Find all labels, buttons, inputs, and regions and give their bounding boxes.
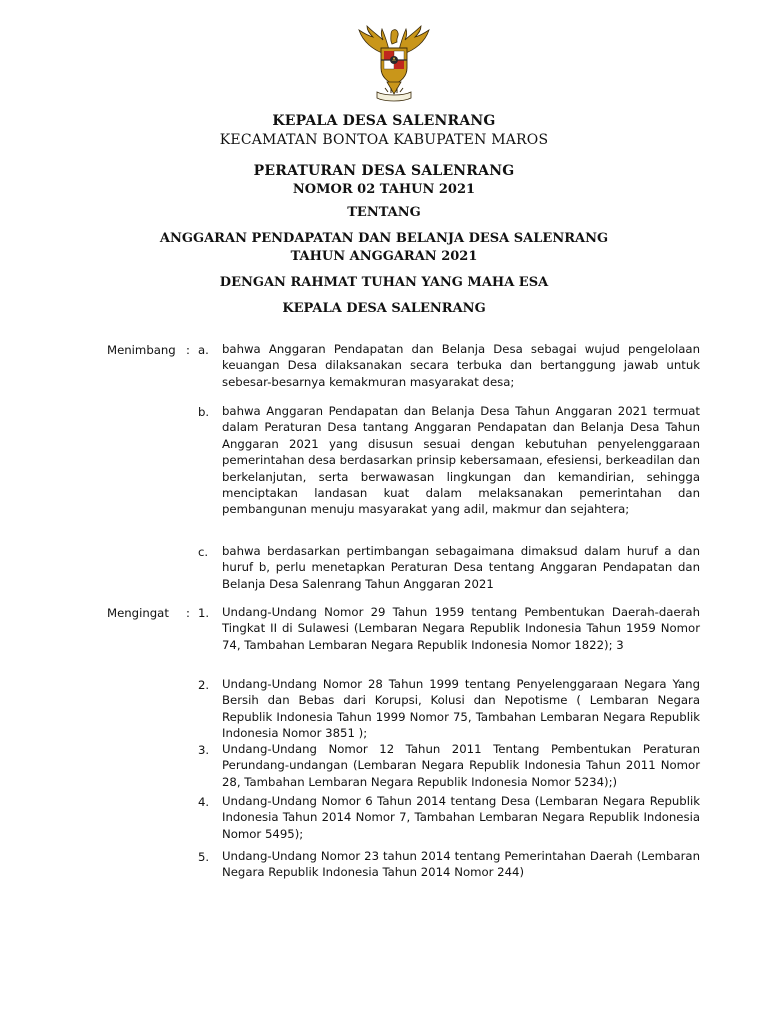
mengingat-colon: : [186,606,190,620]
mengingat-item-5: Undang-Undang Nomor 23 tahun 2014 tentang Pemerintahan Daerah (Lembaran Negara Republik Indonesia Tahun 2014 Nomor 244) [222,849,700,880]
regulation-title: PERATURAN DESA SALENRANG [253,163,515,179]
menimbang-item-b: bahwa Anggaran Pendapatan dan Belanja Desa Tahun Anggaran 2021 termuat dalam Peraturan Desa tantang Anggaran Pendapatan dan Belanja Desa Tahun Anggaran 2021 yang disusun sesuai dengan kebutuhan penyelenggaraan pemerintahan desa berdasarkan prinsip kebersamaan, efesiensi, berkeadilan dan berkelanjutan, serta berwawasan lingkungan dan kemandirian, sehingga menciptakan landasan kuat dalam melaksanakan pemerintahan dan pembangunan menuju masyarakat yang adil, makmur dan sejahtera; [222,404,700,517]
mengingat-label: Mengingat [107,606,169,620]
header-office: KEPALA DESA SALENRANG [272,113,496,129]
list-item-marker: c. [198,545,209,559]
list-item-marker: 5. [198,850,210,864]
issuer-title: KEPALA DESA SALENRANG [282,301,486,316]
list-item-marker: 1. [198,606,210,620]
regulation-number: NOMOR 02 TAHUN 2021 [292,182,476,197]
regulation-subject-line2: TAHUN ANGGARAN 2021 [290,249,478,264]
mengingat-item-3: Undang-Undang Nomor 12 Tahun 2011 Tentang Pembentukan Peraturan Perundang-undangan (Lembaran Negara Republik Indonesia Tahun 2011 Nomor 28, Tambahan Lembaran Negara Republik Indonesia Nomor 5234);) [222,742,700,789]
list-item-marker: a. [198,343,209,357]
menimbang-colon: : [186,343,190,357]
list-item-marker: b. [198,405,210,419]
mengingat-item-1: Undang-Undang Nomor 29 Tahun 1959 tentang Pembentukan Daerah-daerah Tingkat II di Sulawesi (Lembaran Negara Republik Indonesia Tahun 1959 Nomor 74, Tambahan Lembaran Negara Republik Indonesia Nomor 1822); 3 [222,605,700,652]
list-item-marker: 2. [198,678,210,692]
garuda-emblem-icon [355,24,433,106]
mengingat-item-4: Undang-Undang Nomor 6 Tahun 2014 tentang Desa (Lembaran Negara Republik Indonesia Tahun 2014 Nomor 7, Tambahan Lembaran Negara Republik Indonesia Nomor 5495); [222,794,700,841]
list-item-marker: 3. [198,743,210,757]
invocation: DENGAN RAHMAT TUHAN YANG MAHA ESA [219,275,549,290]
list-item-marker: 4. [198,795,210,809]
menimbang-item-c: bahwa berdasarkan pertimbangan sebagaimana dimaksud dalam huruf a dan huruf b, perlu menetapkan Peraturan Desa tentang Anggaran Pendapatan dan Belanja Desa Salenrang Tahun Anggaran 2021 [222,544,700,591]
header-district: KECAMATAN BONTOA KABUPATEN MAROS [219,132,549,148]
regulation-subject-line1: ANGGARAN PENDAPATAN DAN BELANJA DESA SALENRANG [159,231,609,246]
menimbang-label: Menimbang [107,343,176,357]
menimbang-item-a: bahwa Anggaran Pendapatan dan Belanja Desa sebagai wujud pengelolaan keuangan Desa dilaksanakan secara terbuka dan bertanggung jawab untuk sebesar-besarnya kemakmuran masyarakat desa; [222,342,700,389]
mengingat-item-2: Undang-Undang Nomor 28 Tahun 1999 tentang Penyelenggaraan Negara Yang Bersih dan Bebas dari Korupsi, Kolusi dan Nepotisme ( Lembaran Negara Republik Indonesia Tahun 1999 Nomor 75, Tambahan Lembaran Negara Republik Indonesia Nomor 3851 ); [222,677,700,741]
regulation-about: TENTANG [347,205,421,220]
